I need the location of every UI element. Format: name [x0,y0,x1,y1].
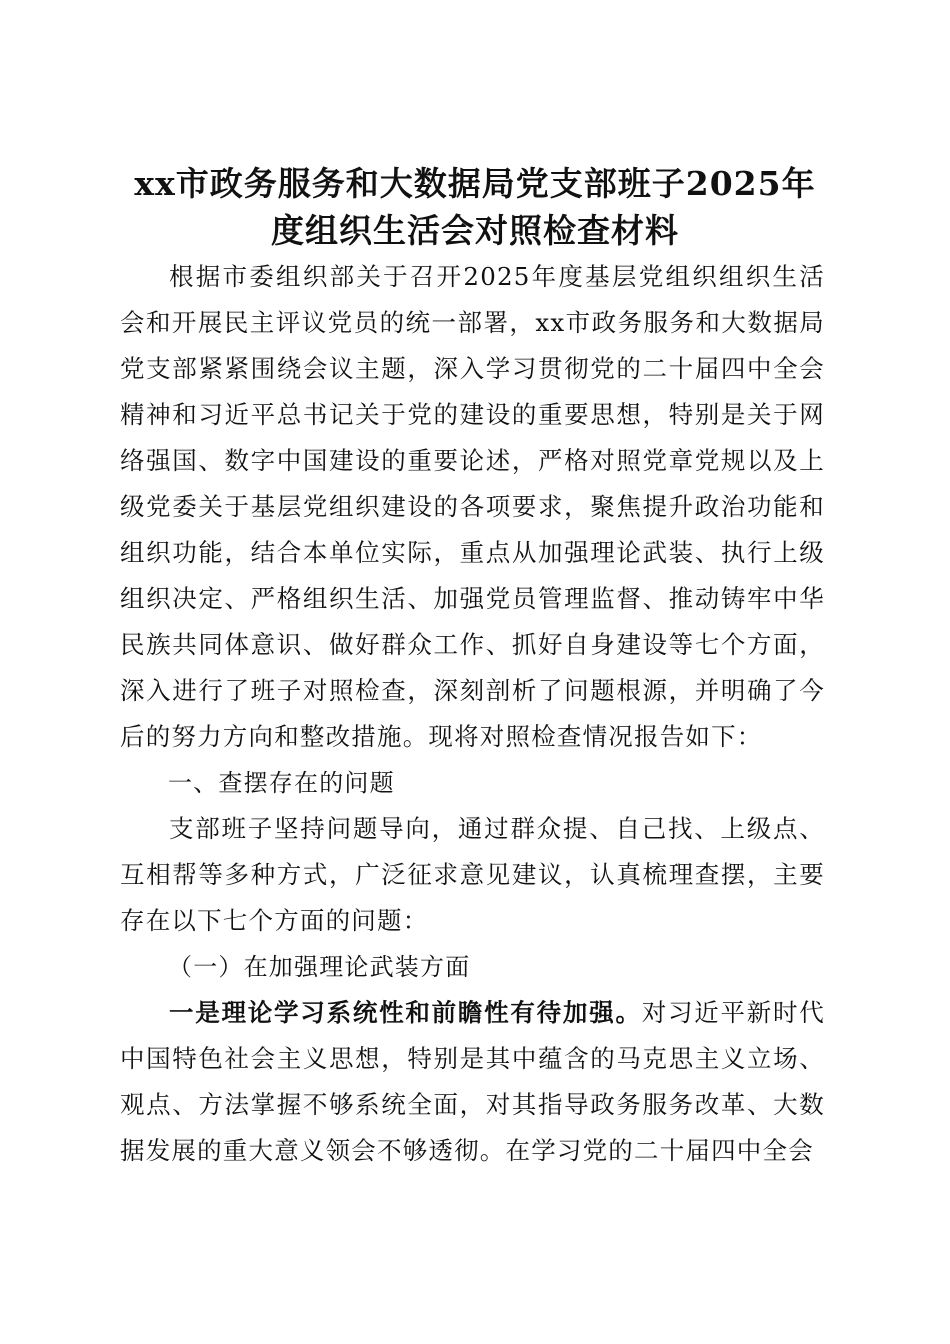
intro-paragraph: 根据市委组织部关于召开2025年度基层党组织组织生活会和开展民主评议党员的统一部署，xx市政务服务和大数据局党支部紧紧围绕会议主题，深入学习贯彻党的二十届四中全会精神和习近平总书记关于党的建设的重要思想，特别是关于网络强国、数字中国建设的重要论述，严格对照党章党规以及上级党委关于基层党组织建设的各项要求，聚焦提升政治功能和组织功能，结合本单位实际，重点从加强理论武装、执行上级组织决定、严格组织生活、加强党员管理监督、推动铸牢中华民族共同体意识、做好群众工作、抓好自身建设等七个方面，深入进行了班子对照检查，深刻剖析了问题根源，并明确了今后的努力方向和整改措施。现将对照检查情况报告如下： [120,262,825,751]
point-lead: 一是理论学习系统性和前瞻性有待加强。 [169,998,642,1027]
point-text: 对习近平新时代中国特色社会主义思想，特别是其中蕴含的马克思主义立场、观点、方法掌握不够系统全面，对其指导政务服务改革、大数据发展的重大意义领会不够透彻。在学习党的二十届四中全会 [120,998,825,1165]
subsection-heading: （一）在加强理论武装方面 [168,953,471,981]
point-paragraph [120,990,825,1174]
section-paragraph: 支部班子坚持问题导向，通过群众提、自己找、上级点、互相帮等多种方式，广泛征求意见建议，认真梳理查摆，主要存在以下七个方面的问题： [120,814,825,935]
section-heading: 一、查摆存在的问题 [168,769,395,797]
document-title [110,160,840,254]
document-body [120,254,825,1174]
title-line-1: xx市政务服务和大数据局党支部班子2025年 [134,164,816,204]
title-line-2: 度组织生活会对照检查材料 [271,211,679,251]
